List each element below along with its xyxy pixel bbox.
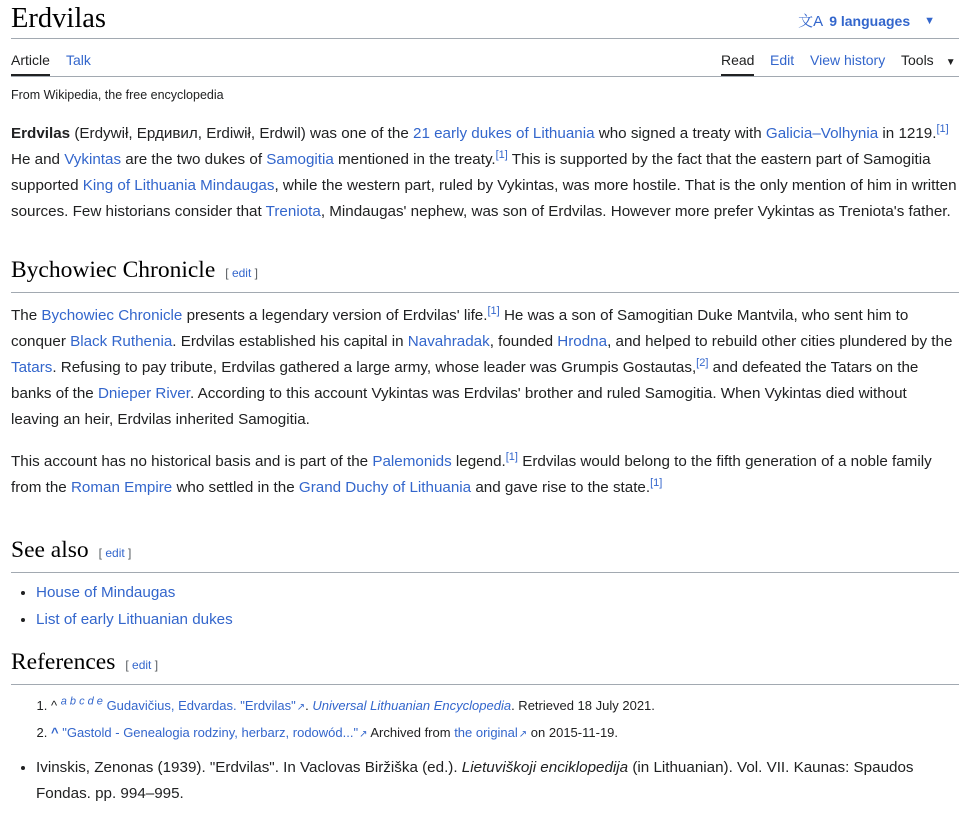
text: He and <box>11 151 65 168</box>
link-early-dukes[interactable]: 21 early dukes of Lithuania <box>413 125 595 142</box>
text: and gave rise to the state. <box>471 479 651 496</box>
text: (in Lithuanian). Vol. VII. Kaunas: Spaudos Fondas. pp. 994–995. <box>36 759 914 802</box>
text: who settled in the <box>172 479 299 496</box>
languages-button[interactable] <box>798 10 935 31</box>
section-heading-references <box>11 647 959 685</box>
backlinks[interactable]: a b c d e <box>60 695 103 708</box>
reference-item <box>51 720 959 747</box>
text: . Refusing to pay tribute, Erdvilas gathered a large army, whose leader was Grumpis Gostautas, <box>52 359 697 376</box>
text: Ivinskis, Zenonas (1939). "Erdvilas". In Vaclovas Biržiška (ed.). <box>36 759 462 776</box>
link-tatars[interactable]: Tatars <box>11 359 53 376</box>
citation-link[interactable]: [1] <box>505 450 518 463</box>
citation-link[interactable]: [1] <box>936 122 949 135</box>
caret-link[interactable]: ^ <box>51 725 59 740</box>
tabs-row <box>11 39 959 77</box>
section-edit: [ edit ] <box>225 266 258 280</box>
list-item <box>36 579 959 606</box>
page-title: Erdvilas <box>11 3 106 34</box>
text: Archived from <box>367 725 455 740</box>
text: and defeated the Tatars on the banks of the <box>11 359 919 402</box>
citation-link[interactable]: [2] <box>696 356 709 369</box>
article-page <box>11 0 959 802</box>
link-list-of-dukes[interactable]: List of early Lithuanian dukes <box>36 611 233 628</box>
edit-link[interactable]: edit <box>132 658 152 672</box>
link-black-ruthenia[interactable]: Black Ruthenia <box>70 333 173 350</box>
heading-text: See also <box>11 537 89 563</box>
tab-talk[interactable]: Talk <box>66 52 91 68</box>
tab-edit[interactable]: Edit <box>770 52 795 68</box>
link-hrodna[interactable]: Hrodna <box>557 333 608 350</box>
references-list <box>11 693 959 747</box>
tools-label: Tools <box>901 52 934 68</box>
reference-item <box>51 693 959 720</box>
see-also-list <box>11 579 959 633</box>
text: He was a son of Samogitian Duke Mantvila, who sent him to conquer <box>11 307 909 350</box>
edit-link[interactable]: edit <box>105 546 125 560</box>
link-navahradak[interactable]: Navahradak <box>407 333 490 350</box>
edit-link[interactable]: edit <box>231 266 252 280</box>
link-vykintas[interactable]: Vykintas <box>64 151 122 168</box>
citation-link[interactable]: [1] <box>487 304 500 317</box>
link-palemonids[interactable]: Palemonids <box>372 453 452 470</box>
text: mentioned in the treaty. <box>333 151 496 168</box>
external-link-icon: ↗ <box>518 729 528 740</box>
languages-label: 9 languages <box>829 12 911 29</box>
heading-text: Bychowiec Chronicle <box>11 257 216 283</box>
section-heading-see-also <box>11 535 959 573</box>
text: Erdvilas would belong to the fifth generation of a noble family from the <box>11 453 932 496</box>
ref-link-erdvilas[interactable]: Gudavičius, Edvardas. "Erdvilas" <box>106 698 296 713</box>
text: in 1219. <box>878 125 937 142</box>
citation-link[interactable]: [1] <box>495 148 508 161</box>
list-item <box>36 755 959 807</box>
intro-paragraph <box>11 121 959 225</box>
chevron-down-icon: ▼ <box>945 57 956 68</box>
subject-name: Erdvilas <box>11 125 71 142</box>
bychowiec-paragraph-1 <box>11 303 959 433</box>
title-row <box>11 0 959 39</box>
text: The <box>11 307 42 324</box>
text: presents a legendary version of Erdvilas' life. <box>182 307 488 324</box>
link-galicia-volhynia[interactable]: Galicia–Volhynia <box>765 125 879 142</box>
article-content <box>11 121 959 807</box>
chevron-down-icon: ▼ <box>924 14 935 27</box>
link-dnieper-river[interactable]: Dnieper River <box>97 385 190 402</box>
text: . According to this account Vykintas was Erdvilas' brother and ruled Samogitia. When Vykintas died without leaving an heir, Erdvilas inherited Samogitia. <box>11 385 907 428</box>
link-samogitia[interactable]: Samogitia <box>266 151 334 168</box>
text: (Erdywił, Ердивил, Erdiwił, Erdwil) was one of the <box>70 125 413 142</box>
text: This account has no historical basis and is part of the <box>11 453 373 470</box>
text: legend. <box>451 453 506 470</box>
section-edit: [ edit ] <box>98 546 132 560</box>
external-link-icon: ↗ <box>359 729 368 740</box>
work-title: Lietuviškoji enciklopedija <box>461 759 629 776</box>
text: , and helped to rebuild other cities plundered by the <box>607 333 953 350</box>
tools-menu[interactable] <box>901 51 956 72</box>
heading-text: References <box>11 649 116 675</box>
text: , Mindaugas' nephew, was son of Erdvilas. However more prefer Vykintas as Treniota's father. <box>320 203 951 220</box>
link-original[interactable]: the original <box>454 725 518 740</box>
link-grand-duchy[interactable]: Grand Duchy of Lithuania <box>298 479 472 496</box>
caret: ^ <box>51 698 58 713</box>
text: . Erdvilas established his capital in <box>172 333 408 350</box>
tab-article[interactable]: Article <box>11 51 50 76</box>
section-edit: [ edit ] <box>125 658 159 672</box>
tagline: From Wikipedia, the free encyclopedia <box>11 88 224 102</box>
bibliography-list <box>11 755 959 807</box>
text: , founded <box>489 333 558 350</box>
text: . Retrieved 18 July 2021. <box>511 698 655 713</box>
link-treniota[interactable]: Treniota <box>265 203 321 220</box>
tab-read[interactable]: Read <box>721 51 754 76</box>
text: are the two dukes of <box>121 151 267 168</box>
external-link-icon: ↗ <box>296 702 306 713</box>
tab-view-history[interactable]: View history <box>810 52 886 68</box>
link-encyclopedia[interactable]: Universal Lithuanian Encyclopedia <box>312 698 512 713</box>
citation-link[interactable]: [1] <box>650 476 663 489</box>
ref-link-gastold[interactable]: "Gastold - Genealogia rodziny, herbarz, rodowód..." <box>62 725 359 740</box>
text: , while the western part, ruled by Vykintas, was more hostile. That is the only mention of him in written sources. Few historians consider that <box>11 177 957 220</box>
bychowiec-paragraph-2 <box>11 449 959 501</box>
list-item <box>36 606 959 633</box>
section-heading-bychowiec <box>11 255 959 293</box>
text: who signed a treaty with <box>594 125 766 142</box>
link-mindaugas[interactable]: King of Lithuania Mindaugas <box>82 177 275 194</box>
text: . <box>305 698 313 713</box>
link-house-of-mindaugas[interactable]: House of Mindaugas <box>36 584 176 601</box>
text: This is supported by the fact that the eastern part of Samogitia supported <box>11 151 931 194</box>
link-bychowiec-chronicle[interactable]: Bychowiec Chronicle <box>41 307 183 324</box>
text: on 2015-11-19. <box>527 725 619 740</box>
translate-icon: 文A <box>798 13 824 30</box>
link-roman-empire[interactable]: Roman Empire <box>70 479 173 496</box>
